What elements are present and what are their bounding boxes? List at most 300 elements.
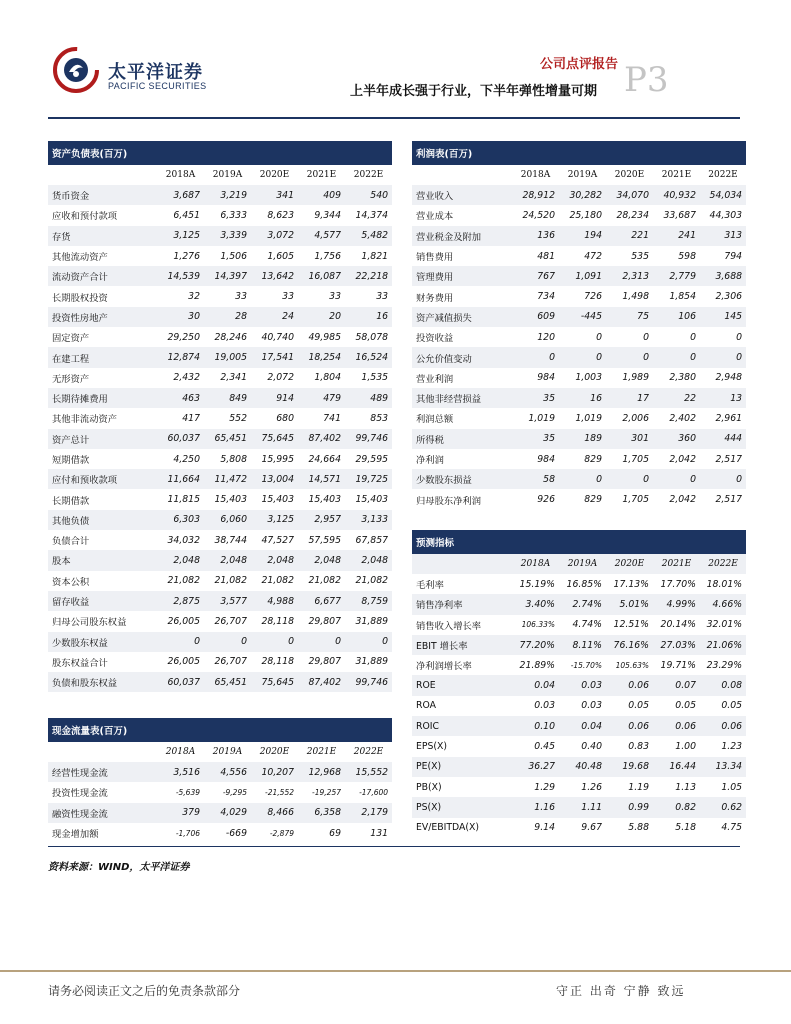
row-label: 营业成本: [416, 211, 454, 223]
value-cell: 58: [512, 469, 559, 489]
table-row: [412, 574, 746, 594]
year-cell: 2021E: [306, 170, 337, 180]
row-label: PE(X): [412, 757, 512, 777]
value-cell: 767: [512, 266, 559, 286]
value-cell: 14,397: [204, 266, 251, 286]
table-row: [48, 823, 392, 843]
value-cell: 47,527: [261, 534, 294, 546]
value-cell: 30,282: [559, 185, 606, 205]
value-cell: 0.04: [559, 716, 606, 736]
value-cell: 463: [157, 388, 204, 408]
row-label: 货币资金: [48, 185, 157, 205]
row-label: 应收和预付款项: [52, 211, 118, 223]
value-cell: 1,705: [622, 494, 649, 506]
value-cell: 829: [584, 494, 602, 506]
value-cell: 49,985: [308, 331, 341, 343]
row-label: 短期借款: [52, 455, 90, 466]
table-row: [412, 408, 746, 428]
year-cell: 2019A: [567, 170, 598, 180]
row-label: 长期借款: [52, 495, 90, 507]
value-cell: 36.27: [512, 757, 559, 777]
value-cell: 33: [235, 291, 247, 303]
value-cell: 31,889: [355, 615, 389, 627]
value-cell: 2,948: [715, 372, 743, 384]
value-cell: 33: [329, 291, 341, 303]
value-cell: 77.20%: [512, 635, 559, 655]
value-cell: -445: [559, 307, 606, 327]
value-cell: 4,556: [204, 762, 251, 782]
value-cell: 0: [653, 347, 700, 367]
value-cell: 106.33%: [521, 620, 555, 630]
value-cell: 2,402: [669, 412, 696, 424]
value-cell: 914: [251, 388, 298, 408]
value-cell: 0.45: [534, 741, 555, 753]
table-row: [48, 266, 392, 286]
value-cell: 24,520: [522, 209, 555, 221]
value-cell: 58,078: [355, 331, 389, 343]
value-cell: 535: [631, 250, 649, 262]
value-cell: 26,707: [214, 656, 247, 668]
value-cell: 0.06: [606, 716, 653, 736]
value-cell: 2,048: [157, 550, 204, 570]
row-label: 营业收入: [412, 185, 512, 205]
value-cell: 28,246: [214, 331, 247, 343]
table-row: [412, 347, 746, 367]
value-cell: 29,595: [355, 453, 389, 465]
footer-rule: [0, 970, 791, 972]
value-cell: 2,042: [669, 453, 696, 465]
value-cell: 4.99%: [653, 594, 700, 614]
table-row: [48, 672, 392, 692]
value-cell: 0: [690, 331, 696, 343]
value-cell: 0: [596, 331, 602, 343]
table-row: [48, 632, 392, 652]
row-label: 归母股东净利润: [416, 495, 482, 507]
row-label: 应付和预收款项: [48, 469, 157, 489]
value-cell: 313: [700, 226, 746, 246]
value-cell: 1,276: [173, 250, 200, 262]
value-cell: 31,889: [355, 656, 389, 668]
value-cell: 13.34: [700, 757, 746, 777]
value-cell: 54,034: [700, 185, 746, 205]
value-cell: 1.13: [675, 781, 696, 793]
value-cell: 0.82: [653, 797, 700, 817]
forecast-table: [412, 530, 746, 838]
value-cell: 1,756: [314, 250, 341, 262]
value-cell: 75,645: [251, 672, 298, 692]
row-label: 少数股东损益: [412, 469, 512, 489]
value-cell: 0.07: [653, 675, 700, 695]
year-cell: 2022E: [353, 170, 384, 180]
value-cell: 60,037: [157, 429, 204, 449]
value-cell: 60,037: [157, 672, 204, 692]
value-cell: 2,048: [204, 550, 251, 570]
value-cell: 26,005: [167, 615, 200, 627]
value-cell: 13: [700, 388, 746, 408]
value-cell: 28: [204, 307, 251, 327]
year-cell: 2018A: [165, 170, 196, 180]
value-cell: 0.83: [628, 741, 649, 753]
value-cell: 76.16%: [606, 635, 653, 655]
table-row: [412, 696, 746, 716]
value-cell: 40.48: [559, 757, 606, 777]
value-cell: 2,179: [345, 803, 392, 823]
row-label: 销售净利率: [412, 594, 512, 614]
table-row: [412, 388, 746, 408]
value-cell: 1,019: [528, 412, 555, 424]
row-label: 流动资产合计: [48, 266, 157, 286]
year-cell: 2021E: [653, 554, 700, 574]
value-cell: 22,218: [345, 266, 392, 286]
row-label: 存货: [48, 226, 157, 246]
row-label: 资本公积: [52, 576, 90, 588]
value-cell: 0.10: [512, 716, 559, 736]
value-cell: 189: [559, 429, 606, 449]
year-cell: 2022E: [708, 170, 738, 180]
value-cell: 10,207: [251, 762, 298, 782]
table-row: [48, 469, 392, 489]
value-cell: 3,219: [204, 185, 251, 205]
value-cell: 9.14: [534, 822, 555, 834]
value-cell: 8,759: [345, 591, 392, 611]
value-cell: 0.03: [534, 700, 555, 712]
year-cell: 2018A: [165, 747, 196, 757]
value-cell: 1,705: [622, 453, 649, 465]
value-cell: 17.13%: [613, 578, 649, 590]
row-label: 净利润增长率: [416, 661, 472, 673]
row-label: 销售收入增长率: [416, 620, 482, 632]
value-cell: 16: [559, 388, 606, 408]
value-cell: 19.71%: [660, 659, 696, 671]
table-row: [48, 571, 392, 591]
value-cell: 4,577: [298, 226, 345, 246]
year-header-row: [412, 165, 746, 185]
row-label: 融资性现金流: [48, 803, 157, 823]
row-label: EV/EBITDA(X): [416, 822, 480, 834]
value-cell: 6,333: [220, 209, 247, 221]
value-cell: 0.06: [700, 716, 746, 736]
value-cell: 8.11%: [559, 635, 606, 655]
value-cell: 6,677: [298, 591, 345, 611]
table-row: [412, 205, 746, 225]
year-header-row: [48, 742, 392, 762]
value-cell: 6,451: [173, 209, 200, 221]
income-statement-title: 利润表(百万): [412, 141, 746, 165]
year-cell: 2020E: [259, 747, 290, 757]
value-cell: 21,082: [214, 575, 247, 587]
table-row: [48, 246, 392, 266]
table-row: [412, 469, 746, 489]
value-cell: 9.67: [581, 822, 602, 834]
row-label: ROIC: [412, 716, 512, 736]
value-cell: 40,740: [261, 331, 294, 343]
value-cell: 2,006: [622, 412, 649, 424]
value-cell: 15,403: [308, 494, 341, 506]
value-cell: 2,048: [298, 550, 345, 570]
table-row: [48, 368, 392, 388]
value-cell: 552: [229, 412, 247, 424]
table-row: [412, 615, 746, 635]
value-cell: 417: [182, 412, 200, 424]
value-cell: 4,029: [204, 803, 251, 823]
value-cell: 926: [537, 494, 555, 506]
row-label: 营业税金及附加: [412, 226, 512, 246]
value-cell: 4.75: [721, 822, 743, 834]
value-cell: 17: [606, 388, 653, 408]
table-row: [48, 307, 392, 327]
value-cell: 0: [512, 347, 559, 367]
row-label: 公允价值变动: [412, 347, 512, 367]
row-label: 股东权益合计: [52, 657, 108, 669]
row-label: 资产减值损失: [412, 307, 512, 327]
value-cell: 87,402: [298, 429, 345, 449]
value-cell: 19,725: [345, 469, 392, 489]
value-cell: 18.01%: [706, 578, 743, 590]
value-cell: 853: [370, 412, 389, 424]
row-label: 少数股东权益: [48, 632, 157, 652]
value-cell: 87,402: [298, 672, 345, 692]
year-cell: 2019A: [212, 747, 243, 757]
value-cell: 21,082: [261, 575, 294, 587]
row-label: PS(X): [412, 797, 512, 817]
year-cell: 2021E: [306, 747, 337, 757]
value-cell: 29,250: [167, 331, 200, 343]
row-label: 无形资产: [52, 373, 90, 385]
row-label: 长期待摊费用: [48, 388, 157, 408]
row-label: 股本: [48, 550, 157, 570]
value-cell: 13,642: [251, 266, 298, 286]
value-cell: 105.63%: [615, 660, 649, 670]
table-row: [48, 782, 392, 802]
value-cell: 6,358: [298, 803, 345, 823]
value-cell: 409: [298, 185, 345, 205]
value-cell: 984: [537, 453, 555, 465]
value-cell: 5.01%: [606, 594, 653, 614]
row-label: 财务费用: [416, 292, 454, 304]
value-cell: 69: [329, 827, 341, 839]
value-cell: 609: [512, 307, 559, 327]
value-cell: 0: [606, 469, 653, 489]
value-cell: 23.29%: [706, 659, 743, 671]
value-cell: 4.66%: [700, 594, 746, 614]
value-cell: 2,779: [653, 266, 700, 286]
value-cell: 0.04: [512, 675, 559, 695]
value-cell: -21,552: [265, 787, 294, 797]
table-row: [48, 429, 392, 449]
value-cell: 35: [512, 429, 559, 449]
table-row: [48, 226, 392, 246]
value-cell: 341: [251, 185, 298, 205]
year-cell: 2020E: [614, 170, 645, 180]
value-cell: 28,234: [616, 209, 649, 221]
value-cell: 1.23: [721, 741, 743, 753]
value-cell: 19.68: [606, 757, 653, 777]
value-cell: 2,961: [715, 412, 743, 424]
table-row: [412, 675, 746, 695]
value-cell: 1,091: [559, 266, 606, 286]
value-cell: 1,535: [361, 372, 389, 384]
year-cell: 2020E: [606, 554, 653, 574]
income-statement-table: [412, 141, 746, 510]
table-row: [48, 652, 392, 672]
table-row: [412, 327, 746, 347]
value-cell: 38,744: [214, 534, 247, 546]
value-cell: 33,687: [663, 209, 696, 221]
value-cell: 726: [584, 291, 602, 303]
table-row: [412, 818, 746, 838]
row-label: 经营性现金流: [48, 762, 157, 782]
value-cell: 22: [653, 388, 700, 408]
table-row: [48, 327, 392, 347]
value-cell: 6,060: [204, 510, 251, 530]
value-cell: 2,517: [715, 494, 743, 506]
value-cell: 2,957: [298, 510, 345, 530]
value-cell: 444: [700, 429, 746, 449]
value-cell: 11,664: [157, 469, 204, 489]
value-cell: 0.03: [559, 675, 606, 695]
value-cell: 20.14%: [660, 619, 696, 631]
table-row: [48, 489, 392, 509]
value-cell: 221: [606, 226, 653, 246]
value-cell: 15,403: [355, 494, 389, 506]
value-cell: 1.29: [534, 781, 555, 793]
value-cell: 16,087: [298, 266, 345, 286]
year-cell: 2022E: [700, 554, 746, 574]
value-cell: 0: [559, 469, 606, 489]
value-cell: 3,133: [345, 510, 392, 530]
value-cell: 44,303: [709, 209, 743, 221]
value-cell: 2,380: [669, 372, 696, 384]
year-header-row: [412, 554, 746, 574]
table-row: [412, 736, 746, 756]
table-row: [48, 449, 392, 469]
value-cell: 1,019: [575, 412, 602, 424]
value-cell: 3,577: [204, 591, 251, 611]
table-row: [412, 777, 746, 797]
value-cell: 99,746: [345, 672, 392, 692]
value-cell: 2,306: [715, 291, 743, 303]
value-cell: 65,451: [204, 429, 251, 449]
value-cell: 481: [537, 250, 555, 262]
value-cell: 2.74%: [559, 594, 606, 614]
value-cell: 360: [653, 429, 700, 449]
row-label: 其他流动资产: [52, 252, 108, 264]
value-cell: 67,857: [355, 534, 389, 546]
value-cell: 145: [700, 307, 746, 327]
value-cell: 4.74%: [572, 619, 602, 631]
value-cell: 16.85%: [566, 578, 602, 590]
row-label: 其他非经营损益: [412, 388, 512, 408]
year-cell: 2019A: [559, 554, 606, 574]
table-row: [412, 429, 746, 449]
row-label: 投资性现金流: [52, 788, 108, 800]
row-label: 其他非流动资产: [52, 414, 118, 426]
cash-flow-table: [48, 718, 392, 843]
value-cell: 2,048: [345, 550, 392, 570]
row-label: 现金增加额: [52, 829, 99, 841]
value-cell: 2,042: [669, 494, 696, 506]
value-cell: 984: [537, 372, 555, 384]
table-row: [412, 757, 746, 777]
value-cell: 14,374: [355, 209, 389, 221]
value-cell: 849: [204, 388, 251, 408]
value-cell: -1,706: [175, 828, 200, 838]
value-cell: -5,639: [175, 787, 200, 797]
row-label: 营业利润: [416, 373, 454, 385]
value-cell: 1,989: [622, 372, 649, 384]
table-row: [412, 655, 746, 675]
value-cell: 16: [345, 307, 392, 327]
page-number: P3: [624, 60, 669, 100]
balance-sheet-title: 资产负债表(百万): [48, 141, 392, 165]
value-cell: 0: [157, 632, 204, 652]
year-cell: 2018A: [512, 554, 559, 574]
value-cell: 21,082: [167, 575, 200, 587]
value-cell: 32: [188, 291, 200, 303]
year-cell: 2021E: [661, 170, 692, 180]
value-cell: 19,005: [204, 347, 251, 367]
value-cell: 57,595: [308, 534, 341, 546]
table-row: [48, 530, 392, 550]
value-cell: 0: [643, 331, 649, 343]
value-cell: 11,472: [204, 469, 251, 489]
value-cell: 9,344: [314, 209, 341, 221]
cash-flow-title: 现金流量表(百万): [48, 718, 392, 742]
value-cell: -17,600: [359, 787, 389, 797]
value-cell: 540: [345, 185, 392, 205]
value-cell: -9,295: [222, 787, 247, 797]
table-row: [412, 449, 746, 469]
value-cell: 26,005: [167, 656, 200, 668]
value-cell: 75: [606, 307, 653, 327]
row-label: 留存收益: [48, 591, 157, 611]
balance-sheet-table: [48, 141, 392, 692]
header-rule: [48, 117, 740, 119]
value-cell: 3,072: [251, 226, 298, 246]
table-row: [48, 550, 392, 570]
row-label: 净利润: [416, 455, 444, 466]
value-cell: 734: [537, 291, 555, 303]
footer-motto: 守正 出奇 宁静 致远: [556, 984, 686, 998]
row-label: 管理费用: [412, 266, 512, 286]
value-cell: 34,032: [167, 534, 200, 546]
table-row: [412, 797, 746, 817]
table-row: [48, 611, 392, 631]
table-row: [412, 226, 746, 246]
report-type: 公司点评报告: [540, 57, 619, 72]
row-label: 利润总额: [416, 414, 454, 426]
table-row: [48, 388, 392, 408]
value-cell: 1,506: [220, 250, 247, 262]
table-row: [48, 408, 392, 428]
value-cell: 13,004: [251, 469, 298, 489]
value-cell: 0.06: [653, 716, 700, 736]
row-label: ROA: [416, 700, 436, 712]
value-cell: 33: [282, 291, 294, 303]
value-cell: 21.89%: [519, 659, 555, 671]
value-cell: 65,451: [204, 672, 251, 692]
value-cell: 379: [157, 803, 204, 823]
row-label: 固定资产: [52, 333, 90, 345]
value-cell: 17,541: [251, 347, 298, 367]
value-cell: 1,821: [361, 250, 389, 262]
value-cell: 1,804: [314, 372, 341, 384]
row-label: 投资性房地产: [48, 307, 157, 327]
year-cell: 2019A: [212, 170, 243, 180]
value-cell: 6,303: [157, 510, 204, 530]
value-cell: 3,687: [157, 185, 204, 205]
value-cell: 2,875: [157, 591, 204, 611]
